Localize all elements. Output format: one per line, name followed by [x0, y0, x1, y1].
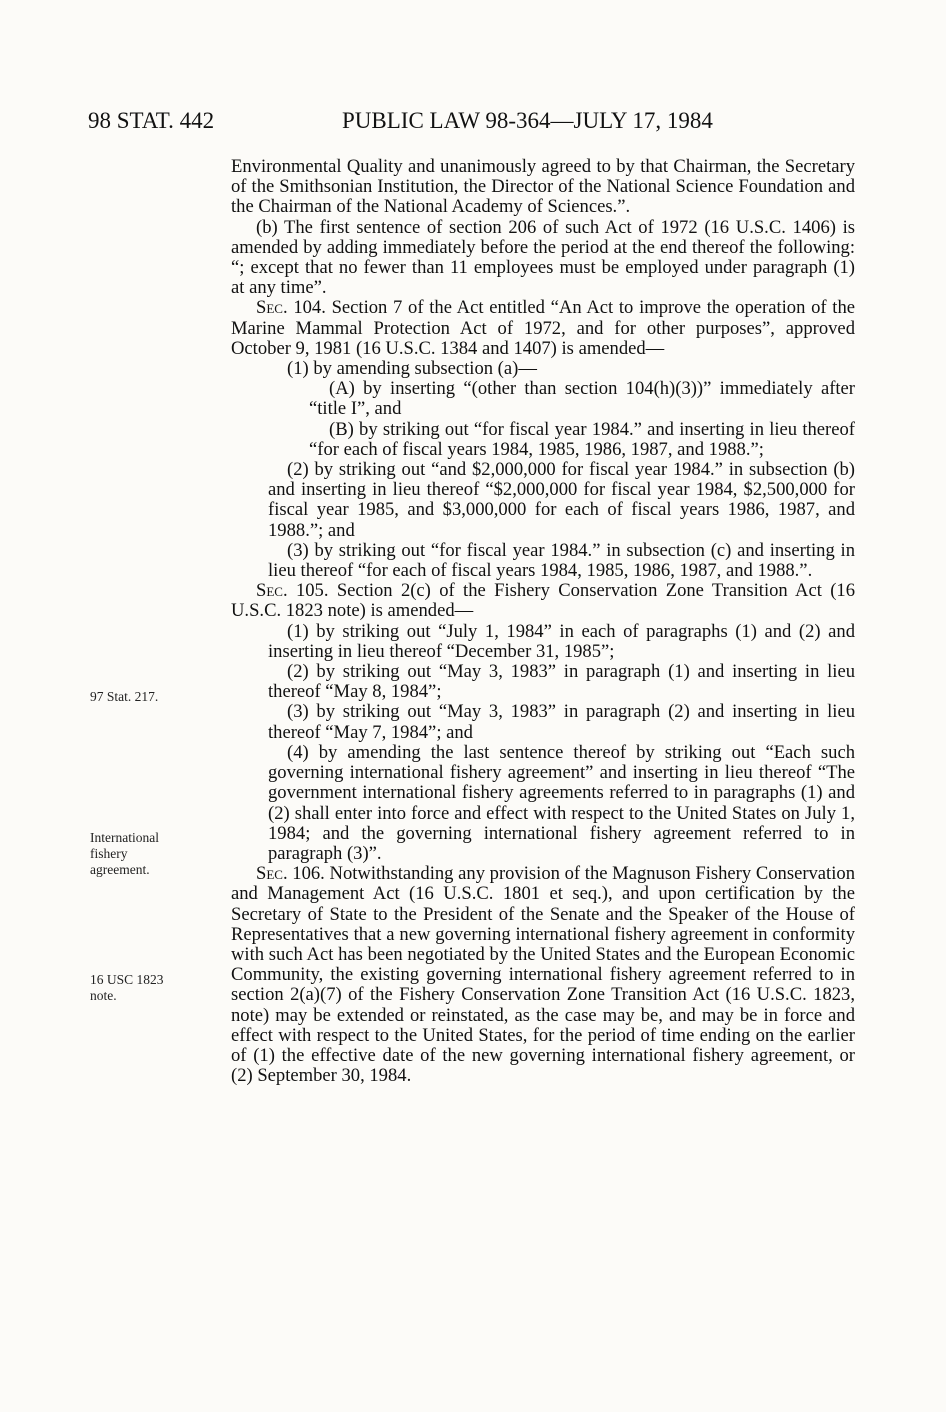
section-104-item-3: (3) by striking out “for fiscal year 1984.” in subsection (c) and inserting in lieu thereof “for each of fiscal years 1984, 1985, 1986, 1987, and 1988.”.	[268, 539, 855, 582]
section-105-item-3: (3) by striking out “May 3, 1983” in paragraph (2) and inserting in lieu thereof “May 7, 1984”; and	[268, 701, 855, 743]
section-104-text: 104. Section 7 of the Act entitled “An Act to improve the operation of the Marine Mammal Protection Act of 1972, and for other purposes”, approved October 9, 1981 (16 U.S.C. 1384 and 1407) is amended—	[231, 297, 855, 359]
section-104	[231, 298, 855, 359]
section-105	[231, 581, 855, 621]
margin-note-international: International fishery agreement.	[90, 830, 159, 877]
section-105-item-2: (2) by striking out “May 3, 1983” in paragraph (1) and inserting in lieu thereof “May 8, 1984”;	[268, 661, 855, 703]
body-text	[231, 157, 855, 1086]
paragraph-continued: Environmental Quality and unanimously agreed to by that Chairman, the Secretary of the Smithsonian Institution, the Director of the National Science Foundation and the Chairman of the National Academy of Sciences.”.	[231, 156, 855, 218]
page-id: 98 STAT. 442	[88, 108, 215, 133]
section-label: Sec.	[256, 863, 288, 885]
section-104-item-1: (1) by amending subsection (a)—	[287, 358, 537, 380]
paragraph-b: (b) The first sentence of section 206 of such Act of 1972 (16 U.S.C. 1406) is amended by adding immediately before the period at the end thereof the following: “; except that no fewer than 11 employees must be employed under paragraph (1) at any time”.	[231, 216, 855, 299]
section-106	[231, 864, 855, 1086]
section-104-item-1b: (B) by striking out “for fiscal year 1984.” and inserting in lieu thereof “for each of fiscal years 1984, 1985, 1986, 1987, and 1988.”;	[309, 418, 855, 460]
section-105-item-1: (1) by striking out “July 1, 1984” in each of paragraphs (1) and (2) and inserting in lieu thereof “December 31, 1985”;	[268, 620, 855, 662]
margin-note-usc: 16 USC 1823 note.	[90, 972, 164, 1003]
page-header	[88, 108, 788, 144]
law-title: PUBLIC LAW 98-364—JULY 17, 1984	[342, 108, 713, 133]
section-104-item-1a: (A) by inserting “(other than section 104(h)(3))” immediately after “title I”, and	[309, 378, 855, 420]
section-105-text: 105. Section 2(c) of the Fishery Conservation Zone Transition Act (16 U.S.C. 1823 note) is amended—	[231, 580, 855, 622]
section-106-text: 106. Notwithstanding any provision of the Magnuson Fishery Conservation and Management Act (16 U.S.C. 1801 et seq.), and upon certification by the Secretary of State to the President of the Senate and the Speaker of the House of Representatives that a new governing international fishery agreement in conformity with such Act has been negotiated by the United States and the European Economic Community, the existing governing international fishery agreement referred to in section 2(a)(7) of the Fishery Conservation Zone Transition Act (16 U.S.C. 1823, note) may be extended or reinstated, as the case may be, and may be in force and effect with respect to the United States, for the period of time ending on the earlier of (1) the effective date of the new governing international fishery agreement, or (2) September 30, 1984.	[231, 863, 855, 1087]
section-label: Sec.	[256, 297, 288, 319]
margin-note-stat-ref: 97 Stat. 217.	[90, 689, 159, 704]
section-105-item-4: (4) by amending the last sentence thereof by striking out “Each such governing international fishery agreement” and inserting in lieu thereof “The government international fishery agreements referred to in paragraphs (1) and (2) shall enter into force and effect with respect to the United States on July 1, 1984; and the governing international fishery agreement referred to in paragraph (3)”.	[268, 741, 855, 864]
section-label: Sec.	[256, 580, 288, 602]
section-104-item-2: (2) by striking out “and $2,000,000 for fiscal year 1984.” in subsection (b) and inserting in lieu thereof “$2,000,000 for fiscal year 1984, $2,500,000 for fiscal year 1985, and $3,000,000 for each of fiscal years 1986, 1987, and 1988.”; and	[268, 459, 855, 541]
